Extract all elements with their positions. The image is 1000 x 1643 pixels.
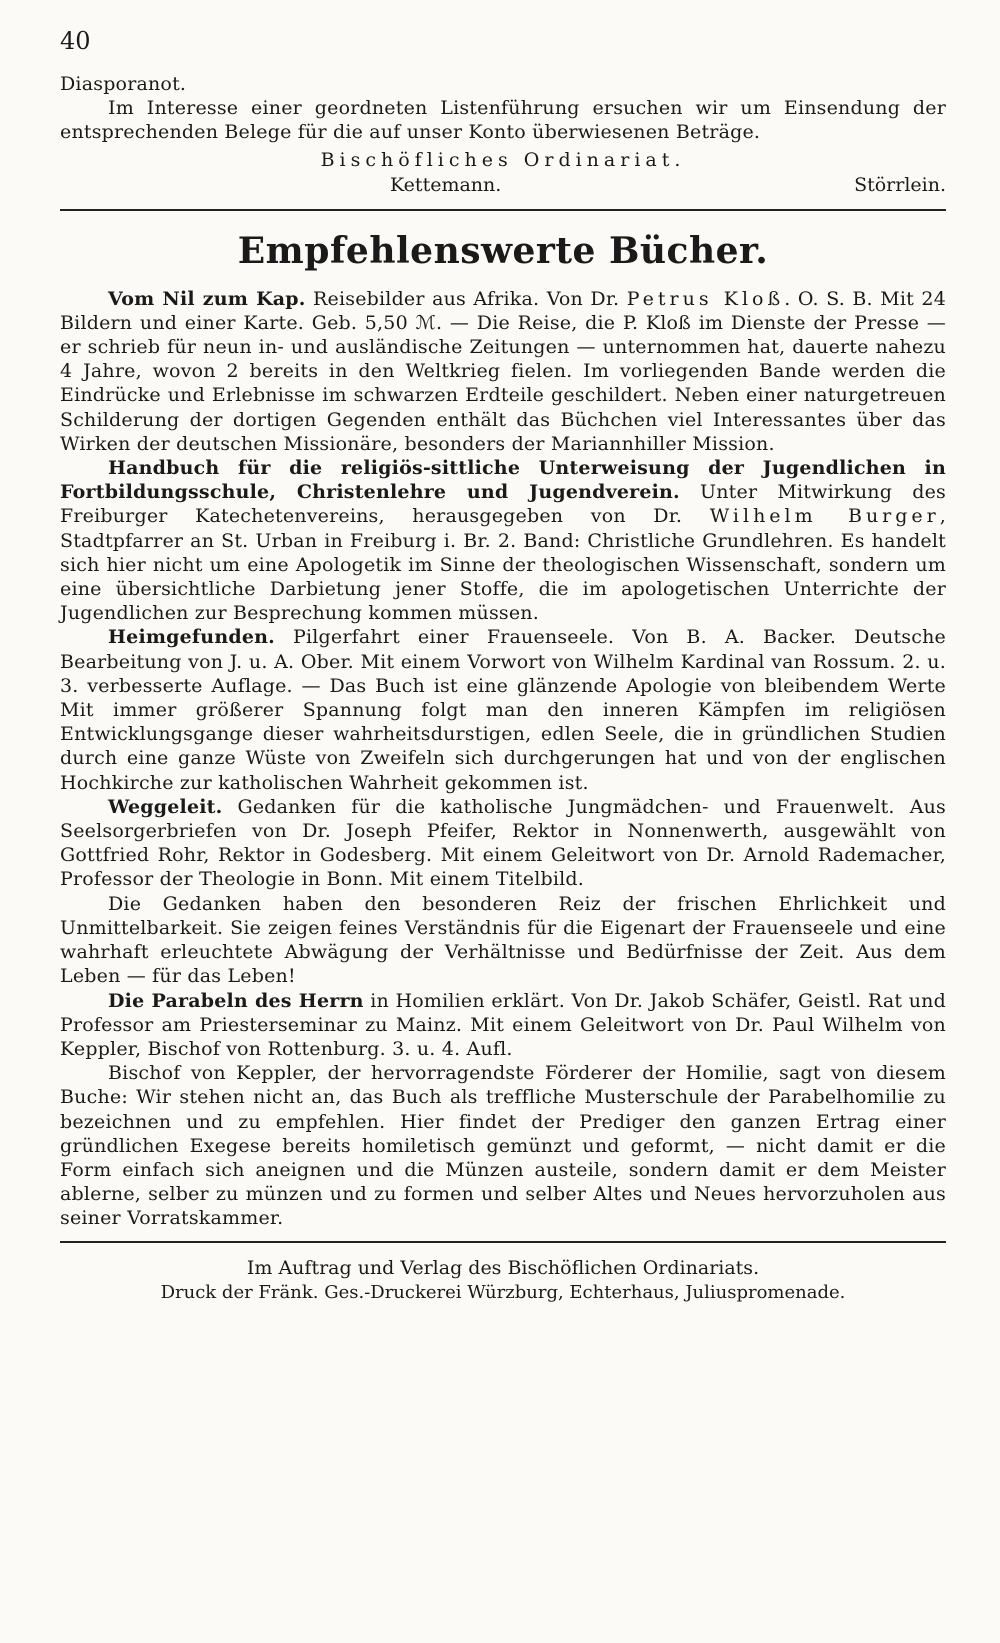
section-heading: Empfehlenswerte Bücher. [237,229,769,272]
book-title: Weggeleit. [108,795,223,818]
book-text: in Homilien erklärt. Von Dr. Jakob Schäfer, Geistl. Rat und Professor am Priesterseminar zu Mainz. Mit einem Geleitwort von Dr. Paul Wilhelm von Keppler, Bischof von Rottenburg. 3. u. 4. Aufl. [60,989,946,1060]
book-entry [60,625,946,794]
imprint: Im Auftrag und Verlag des Bischöflichen Ordinariats. [246,1256,760,1279]
issuing-office: Bischöfliches Ordinariat. [320,148,686,171]
book-entry [60,795,946,892]
book-entry [60,456,946,625]
book-text: Pilgerfahrt einer Frauenseele. Von B. A. Backer. Deutsche Bearbeitung von J. u. A. Ober. Mit einem Vorwort von Wilhelm Kardinal van Rossum. 2. u. 3. verbesserte Auflage. — Das Buch ist eine glänzende Apologie von bleibendem Werte Mit immer größerer Spannung folgt man den inneren Kämpfen im religiösen Entwicklungsgange dieser wahrheitsdurstigen, edlen Seele, die in gründlichen Studien durch eine ganze Wüste von Zweifeln sich durchgerungen hat und von der englischen Hochkirche zur katholischen Wahrheit gekommen ist. [60,626,946,794]
signer-left: Kettemann. [390,173,502,196]
book-text: Unter Mitwirkung des Freiburger Katechetenvereins, herausgegeben von Dr. [60,481,946,528]
book-text: Reisebilder aus Afrika. Von Dr. [305,287,627,310]
book-title: Vom Nil zum Kap. [108,287,306,310]
book-title: Handbuch für die religiös-sittliche Unterweisung der Jugendlichen in Fortbildungsschule, Christenlehre und Jugendverein. [60,457,946,504]
author-name: Petrus Kloß [626,287,785,310]
book-entry [60,989,946,1062]
notice-text: Im Interesse einer geordneten Listenführung ersuchen wir um Einsendung der entsprechenden Belege für die auf unser Konto überwiesenen Beträge. [60,97,946,144]
notice-top-line: Diasporanot. [60,73,187,95]
signer-right: Störrlein. [854,173,946,196]
signatures [60,173,946,197]
page-content [60,26,946,1305]
book-review: Bischof von Keppler, der hervorragendste Förderer der Homilie, sagt von diesem Buche: Wir stehen nicht an, das Buch als treffliche Musterschule der Parabelhomilie zu bezeichnen und zu empfehlen. Hier findet der Prediger den ganzen Ertrag einer gründlichen Exegese bereits homiletisch gemünzt und geformt, — nicht damit er die Form einfach sich aneignen und die Münzen austeile, sondern damit er dem Meister ablerne, selber zu münzen und zu formen und selber Altes und Neues hervorzuholen aus seiner Vorratskammer. [60,1062,946,1230]
book-title: Die Parabeln des Herrn [108,989,364,1012]
author-name: Wilhelm Burger [709,505,940,528]
book-review: Die Gedanken haben den besonderen Reiz der frischen Ehrlichkeit und Unmittelbarkeit. Sie zeigen feines Verständnis für die Eigenart der Frauenseele und eine wahrhaft erleuchtete Abwägung der Verhältnisse und Bedürfnisse der Zeit. Aus dem Leben — für das Leben! [60,892,946,988]
book-title: Heimgefunden. [108,626,275,649]
book-text: . O. S. B. Mit 24 Bildern und einer Karte. Geb. 5,50 ℳ. — Die Reise, die P. Kloß im Dienste der Presse — er schrieb für neun in- und ausländische Zeitungen — unternommen hat, dauerte nahezu 4 Jahre, wovon 2 bereits in den Weltkrieg fielen. Im vorliegenden Bande werden die Eindrücke und Erlebnisse im schwarzen Erdteile geschildert. Neben einer naturgetreuen Schilderung der dortigen Gegenden enthält das Büchchen viel Interessantes über das Wirken der deutschen Missionäre, besonders der Mariannhiller Mission. [60,287,946,455]
book-entry [60,287,946,456]
book-text: , Stadtpfarrer an St. Urban in Freiburg i. Br. 2. Band: Christliche Grundlehren. Es handelt sich hier nicht um eine Apologetik im Sinne der theologischen Wissenschaft, sondern um eine übersichtliche Darbietung jener Stoffe, die im apologetischen Unterrichte der Jugendlichen zur Besprechung kommen müssen. [60,505,947,625]
printer-line: Druck der Fränk. Ges.-Druckerei Würzburg, Echterhaus, Juliuspromenade. [160,1281,846,1303]
page-number: 40 [60,27,91,55]
divider-top [60,209,946,211]
book-text: Gedanken für die katholische Jungmädchen- und Frauenwelt. Aus Seelsorgerbriefen von Dr. Joseph Pfeifer, Rektor in Nonnenwerth, ausgewählt von Gottfried Rohr, Rektor in Godesberg. Mit einem Geleitwort von Dr. Arnold Rademacher, Professor der Theologie in Bonn. Mit einem Titelbild. [60,795,946,891]
divider-bottom [60,1241,946,1243]
